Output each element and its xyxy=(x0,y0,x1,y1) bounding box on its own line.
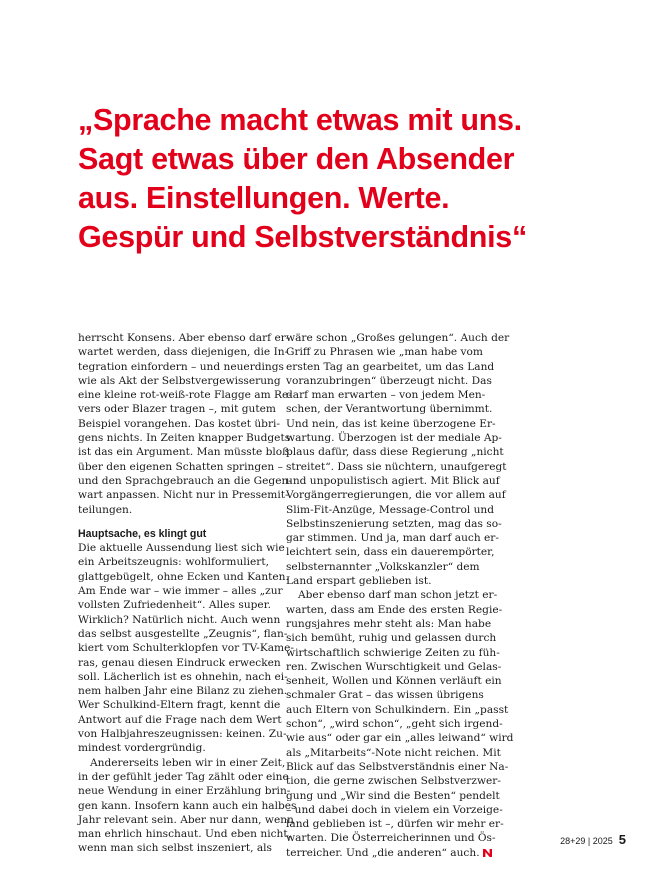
text-line: Aber ebenso darf man schon jetzt er- xyxy=(298,589,498,602)
text-line: ras, genau diesen Eindruck erwecken xyxy=(78,656,281,669)
text-line: Wer Schulkind-Eltern fragt, kennt die xyxy=(78,699,281,712)
text-line: Wirklich? Natürlich nicht. Auch wenn xyxy=(78,613,281,626)
text-line: gen kann. Insofern kann auch ein halbes xyxy=(78,799,297,812)
text-line: – und dabei doch in vielem ein Vorzeige- xyxy=(286,803,503,816)
text-line: tion, die gerne zwischen Selbstverzwer- xyxy=(286,775,501,788)
text-line: Beispiel vorangehen. Das kostet übri- xyxy=(78,417,280,430)
text-line: plaus dafür, dass diese Regierung „nicht xyxy=(286,446,504,459)
paragraph xyxy=(78,331,292,517)
text-line: schmaler Grat – das wissen übrigens xyxy=(286,689,484,702)
text-line: terreicher. Und „die anderen“ auch. xyxy=(286,846,477,860)
text-line: Griff zu Phrasen wie „man habe vom xyxy=(286,346,483,359)
text-line: vollsten Zufriedenheit“. Alles super. xyxy=(78,599,271,612)
text-line: wäre schon „Großes gelungen“. Auch der xyxy=(286,332,510,344)
text-line: glattgebügelt, ohne Ecken und Kanten. xyxy=(78,570,289,583)
text-line: leichtert sein, dass ein dauerempörter, xyxy=(286,546,495,559)
text-line: wartung. Überzogen ist der mediale Ap- xyxy=(286,432,502,445)
text-line: schen, der Verantwortung übernimmt. xyxy=(286,403,493,416)
pull-quote-line: Sagt etwas über den Absender xyxy=(78,142,515,176)
text-line: ein Arbeitszeugnis: wohlformuliert, xyxy=(78,556,269,569)
text-line: land geblieben ist –, dürfen wir mehr er- xyxy=(286,818,504,831)
text-line: Selbstinszenierung setzten, mag das so- xyxy=(286,517,502,530)
text-line: soll. Lächerlich ist es ohnehin, nach ei- xyxy=(78,670,288,683)
text-line: selbsternannter „Volkskanzler“ dem xyxy=(286,560,480,573)
text-line: senheit, Wollen und Können verläuft ein xyxy=(286,675,502,688)
text-line: Slim-Fit-Anzüge, Message-Control und xyxy=(286,503,495,516)
text-line: und unpopulistisch agiert. Mit Blick auf xyxy=(286,474,500,487)
text-line: voranzubringen“ überzeugt nicht. Das xyxy=(286,374,492,387)
text-line: das selbst ausgestellte „Zeugnis“, flan- xyxy=(78,627,288,640)
text-line: Vorgängerregierungen, die vor allem auf xyxy=(286,489,506,502)
text-line: und den Sprachgebrauch an die Gegen- xyxy=(78,474,292,487)
pull-quote-line: Gespür und Selbstverständnis“ xyxy=(78,220,527,254)
paragraph xyxy=(286,331,510,588)
text-line: ersten Tag an gearbeitet, um das Land xyxy=(286,360,495,373)
text-line: wirtschaftlich schwierige Zeiten zu füh- xyxy=(286,646,500,659)
text-line: Und nein, das ist keine überzogene Er- xyxy=(286,417,496,430)
brand-end-mark-icon xyxy=(483,849,492,857)
text-line: ren. Zwischen Wurschtigkeit und Gelas- xyxy=(286,660,502,673)
pull-quote-line: aus. Einstellungen. Werte. xyxy=(78,181,450,215)
text-line: wenn man sich selbst inszeniert, als xyxy=(78,842,272,855)
text-line: in der gefühlt jeder Tag zählt oder eine xyxy=(78,770,289,783)
text-line: gens nichts. In Zeiten knapper Budgets xyxy=(78,432,291,445)
text-line: nem halben Jahr eine Bilanz zu ziehen. xyxy=(78,685,288,698)
page-number: 5 xyxy=(618,832,626,847)
text-line: sich bemüht, ruhig und gelassen durch xyxy=(286,632,497,645)
text-line: gung und „Wir sind die Besten“ pendelt xyxy=(286,789,500,802)
text-line: eine kleine rot-weiß-rote Flagge am Re- xyxy=(78,389,292,402)
paragraph xyxy=(78,756,297,856)
pull-quote-line: „Sprache macht etwas mit uns. xyxy=(78,103,522,137)
text-line: Die aktuelle Aussendung liest sich wie xyxy=(78,542,285,555)
text-line: wie aus“ oder gar ein „alles leiwand“ wird xyxy=(286,732,514,745)
issue-label: 28+29 | 2025 xyxy=(560,836,613,846)
text-line: tegration einfordern – und neuerdings xyxy=(78,360,284,373)
text-line: warten. Die Österreicherinnen und Ös- xyxy=(286,832,496,845)
text-line: mindest vordergründig. xyxy=(78,742,206,755)
text-line: Land erspart geblieben ist. xyxy=(286,575,432,588)
text-line: über den eigenen Schatten springen – xyxy=(78,460,283,473)
text-line: Andererseits leben wir in einer Zeit, xyxy=(90,756,286,769)
text-line: als „Mitarbeits“-Note nicht reichen. Mit xyxy=(286,746,501,759)
text-line: schon“, „wird schon“, „geht sich irgend- xyxy=(286,718,503,731)
text-line: darf man erwarten – von jedem Men- xyxy=(286,389,486,402)
page-footer xyxy=(560,832,626,847)
text-line: auch Eltern von Schulkindern. Ein „passt xyxy=(286,703,509,716)
article-column-left xyxy=(78,331,297,856)
text-line: von Halbjahreszeugnissen: keinen. Zu- xyxy=(78,728,287,741)
paragraph xyxy=(78,541,294,755)
text-line: rungsjahres mehr steht als: Man habe xyxy=(286,617,492,630)
paragraph xyxy=(286,588,514,860)
text-line: neue Wendung in einer Erzählung brin- xyxy=(78,785,291,798)
text-line: ist das ein Argument. Man müsste bloß xyxy=(78,446,290,459)
text-line: Jahr relevant sein. Aber nur dann, wenn xyxy=(78,813,294,826)
text-line: teilungen. xyxy=(78,503,133,516)
text-line: kiert vom Schulterklopfen vor TV-Kame- xyxy=(78,642,294,655)
text-line: herrscht Konsens. Aber ebenso darf er- xyxy=(78,332,290,344)
text-line: Antwort auf die Frage nach dem Wert xyxy=(78,713,282,726)
text-line: Blick auf das Selbstverständnis einer Na- xyxy=(286,760,509,773)
text-line: warten, dass am Ende des ersten Regie- xyxy=(286,603,503,616)
text-line: gar stimmen. Und ja, man darf auch er- xyxy=(286,532,499,545)
text-line: man ehrlich hinschaut. Und eben nicht, xyxy=(78,828,291,841)
pull-quote xyxy=(78,101,598,257)
article-column-right xyxy=(286,331,514,860)
text-line: wie als Akt der Selbstvergewisserung xyxy=(78,374,281,387)
text-line: wart anpassen. Nicht nur in Pressemit- xyxy=(78,489,289,502)
text-line: streitet“. Dass sie nüchtern, unaufgeregt xyxy=(286,460,507,473)
text-line: vers oder Blazer tragen –, mit gutem xyxy=(78,403,276,416)
text-line: Am Ende war – wie immer – alles „zur xyxy=(78,585,283,598)
text-line: wartet werden, dass diejenigen, die In- xyxy=(78,346,289,359)
subheading: Hauptsache, es klingt gut xyxy=(78,527,207,540)
